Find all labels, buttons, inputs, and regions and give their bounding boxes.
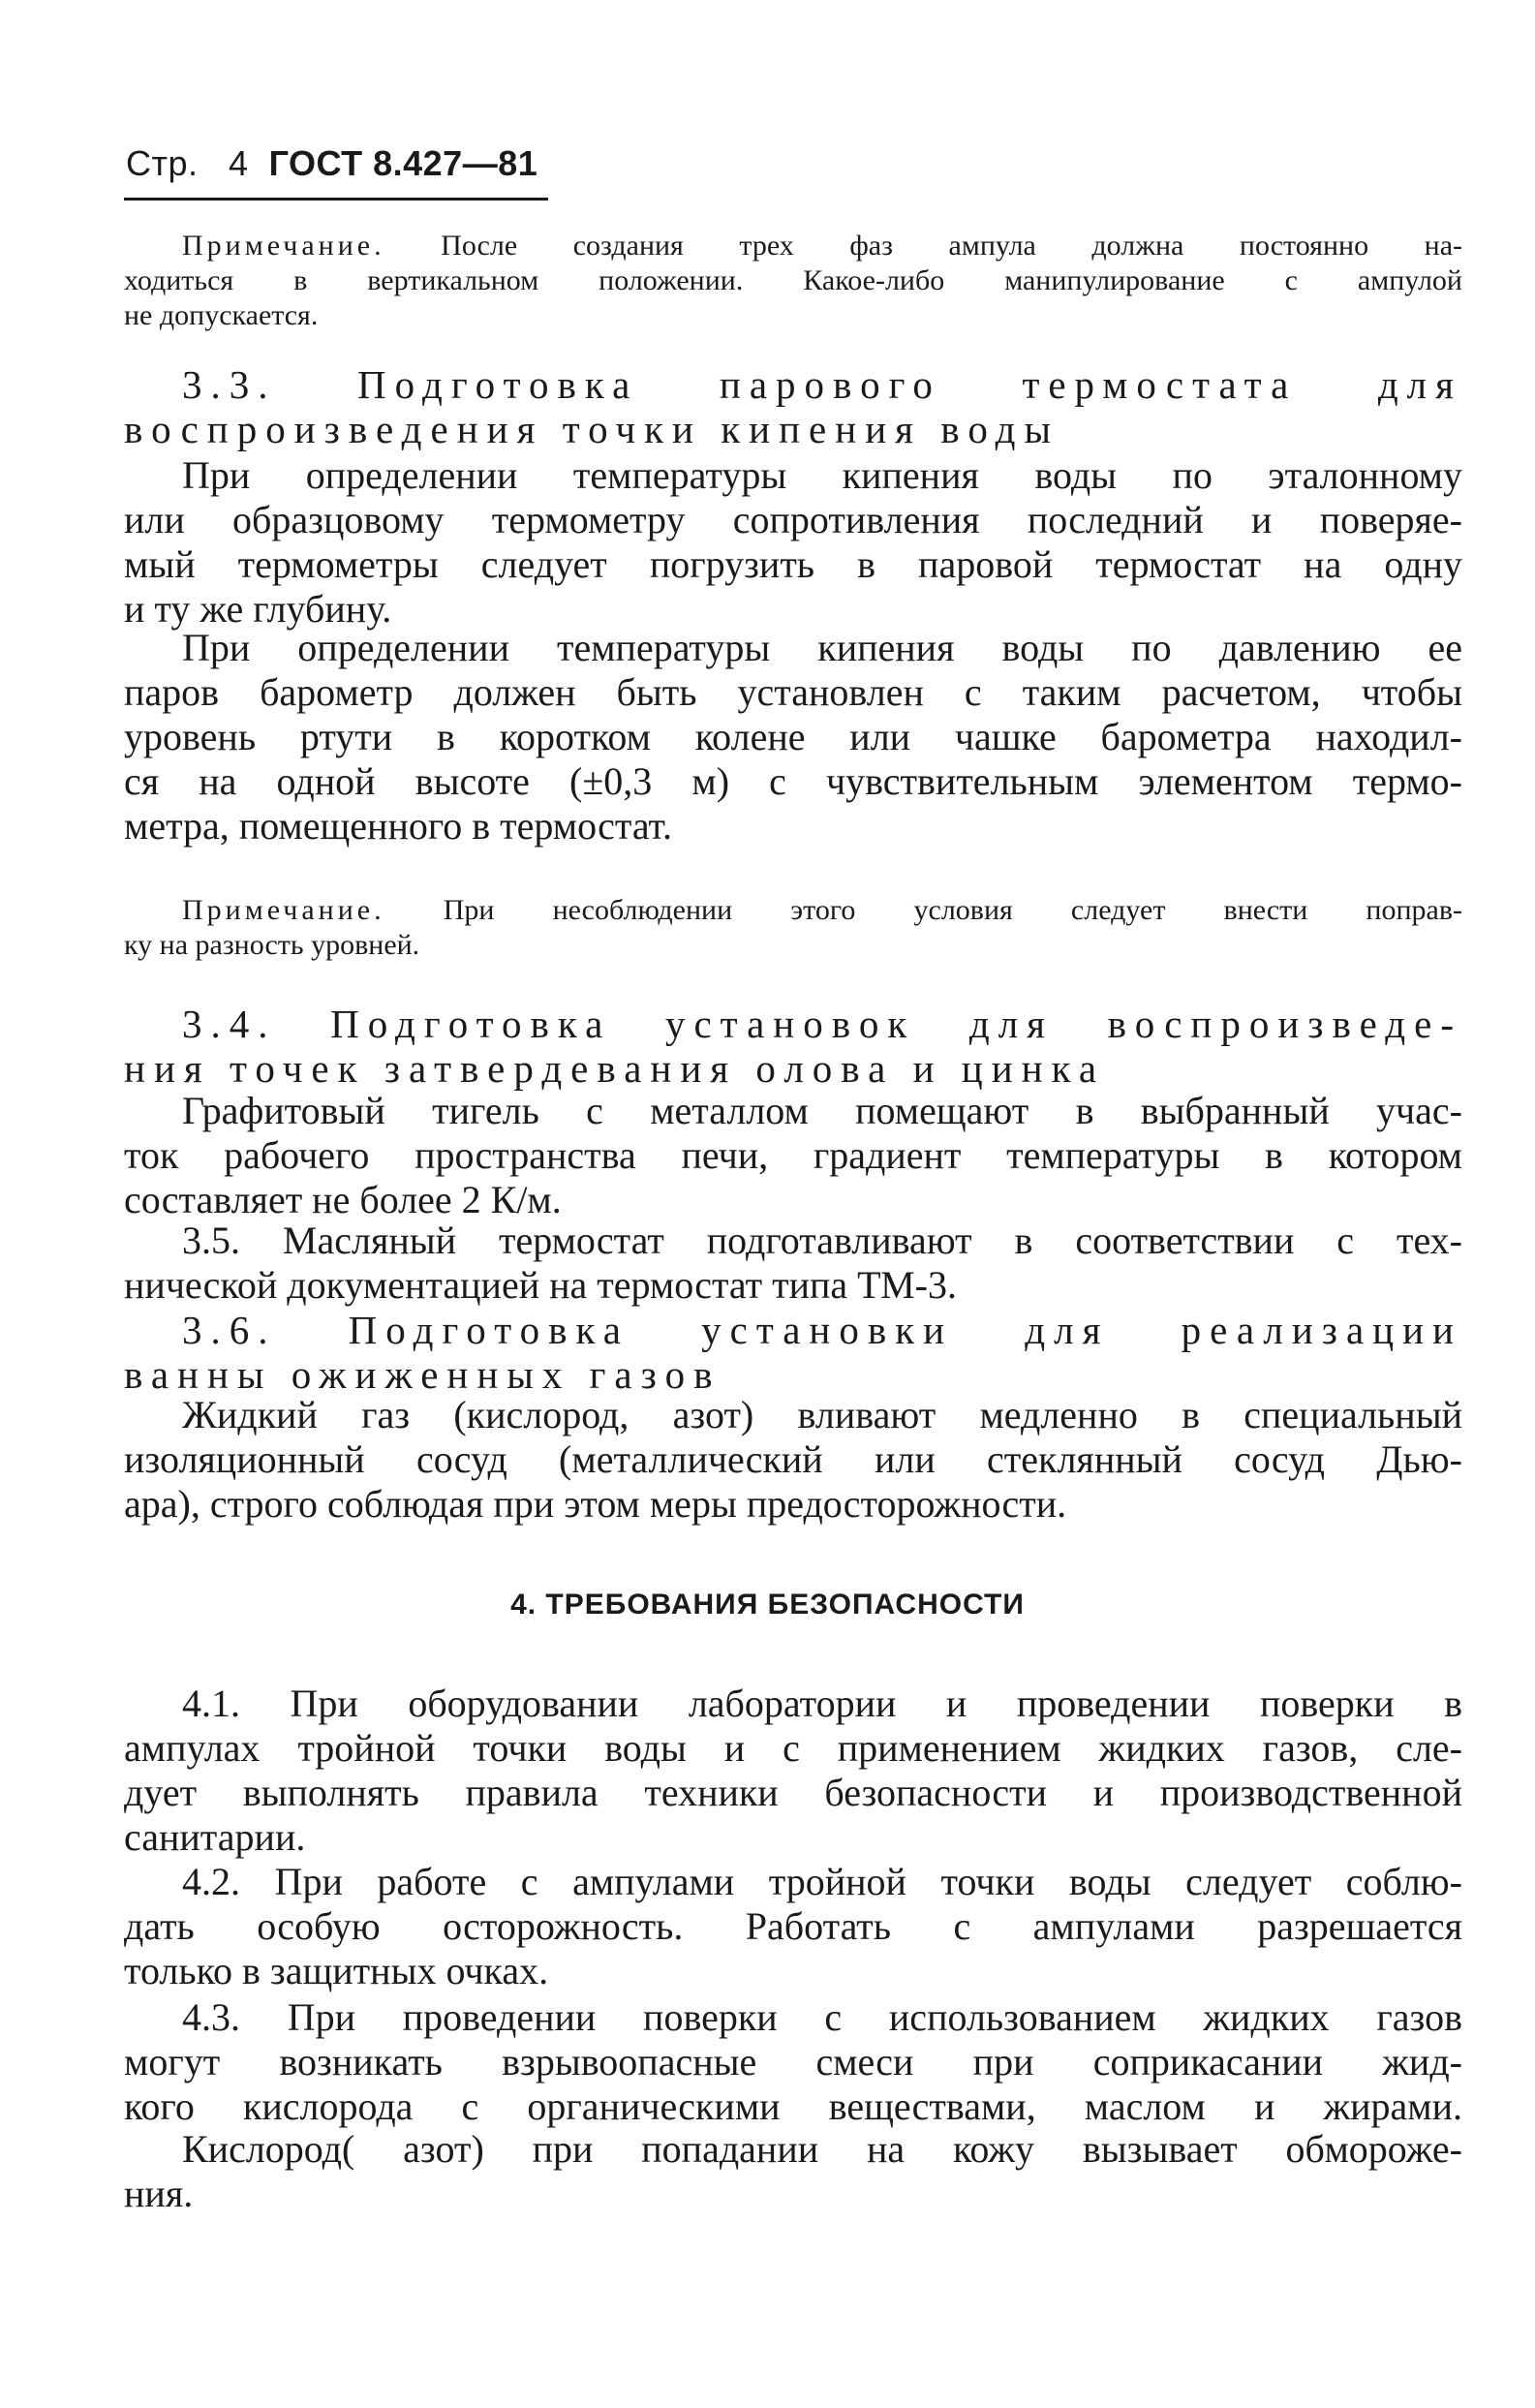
note-2-line-1: Примечание. При несоблюдении этого условия следует внести поправ- xyxy=(182,894,1462,926)
note-1 xyxy=(124,229,1462,333)
section-3-3-paragraph-2: При определении температуры кипения воды по давлению ее паров барометр должен быть установлен с таким расчетом, чтобы уровень ртути в коротком колене или чашке барометра находил- ся на одной высоте (±0,3 м) с чувствительным элементом термо- метра, помещенного в термостат. xyxy=(124,626,1462,848)
note-label: Примечание. xyxy=(182,894,385,926)
page-header xyxy=(126,143,537,184)
section-4-1: 4.1. При оборудовании лаборатории и проведении поверки в ампулах тройной точки воды и с применением жидких газов, сле- дует выполнять правила техники безопасности и производственной санитарии. xyxy=(124,1682,1462,1859)
heading-line: воспроизведения точки кипения воды xyxy=(124,407,1060,451)
heading-line: 3.6. Подготовка установки для реализации xyxy=(182,1308,1462,1352)
section-3-3-paragraph-1: При определении температуры кипения воды по эталонному или образцовому термометру сопротивления последний и поверяе- мый термометры следует погрузить в паровой термостат на одну и ту же глубину. xyxy=(124,453,1462,631)
note-2 xyxy=(124,893,1462,963)
note-1-line-1: Примечание. После создания трех фаз ампула должна постоянно на- xyxy=(182,230,1462,262)
section-4-2: 4.2. При работе с ампулами тройной точки воды следует соблю- дать особую осторожность. Работать с ампулами разрешается только в защитных очках. xyxy=(124,1860,1462,1992)
heading-line: ния точек затвердевания олова и цинка xyxy=(124,1046,1106,1091)
standard-number: ГОСТ 8.427—81 xyxy=(268,143,538,183)
section-3-5: 3.5. Масляный термостат подготавливают в соответствии с тех- нической документацией на термостат типа ТМ-3. xyxy=(124,1219,1462,1307)
note-1-line-2: ходиться в вертикальном положении. Какое-либо манипулирование с ампулой xyxy=(124,264,1462,296)
section-4-3: 4.3. При проведении поверки с использованием жидких газов могут возникать взрывоопасные смеси при соприкасании жид- кого кислорода с органическими веществами, маслом и жирами. xyxy=(124,1995,1462,2128)
section-3-6-paragraph: Жидкий газ (кислород, азот) вливают медленно в специальный изоляционный сосуд (металлический или стеклянный сосуд Дью- ара), строго соблюдая при этом меры предосторожности. xyxy=(124,1393,1462,1526)
heading-line: 3.4. Подготовка установок для воспроизведе- xyxy=(182,1002,1462,1046)
note-label: Примечание. xyxy=(182,230,385,262)
page-number: 4 xyxy=(229,143,249,183)
section-4-title: 4. ТРЕБОВАНИЯ БЕЗОПАСНОСТИ xyxy=(510,1589,1025,1621)
note-2-line-2: ку на разность уровней. xyxy=(124,929,420,961)
section-3-4-paragraph: Графитовый тигель с металлом помещают в выбранный учас- ток рабочего пространства печи, градиент температуры в котором составляет не более 2 К/м. xyxy=(124,1089,1462,1221)
note-1-line-3: не допускается. xyxy=(124,299,319,331)
heading-line: ванны ожиженных газов xyxy=(124,1352,721,1397)
page-prefix: Стр. xyxy=(126,143,199,183)
section-4-4: Кислород( азот) при попадании на кожу вызывает обмороже- ния. xyxy=(124,2127,1462,2215)
section-3-6-heading xyxy=(124,1308,1462,1397)
section-3-3-heading xyxy=(124,362,1462,451)
header-rule xyxy=(124,198,548,201)
heading-line: 3.3. Подготовка парового термостата для xyxy=(182,362,1462,407)
section-3-4-heading xyxy=(124,1002,1462,1091)
